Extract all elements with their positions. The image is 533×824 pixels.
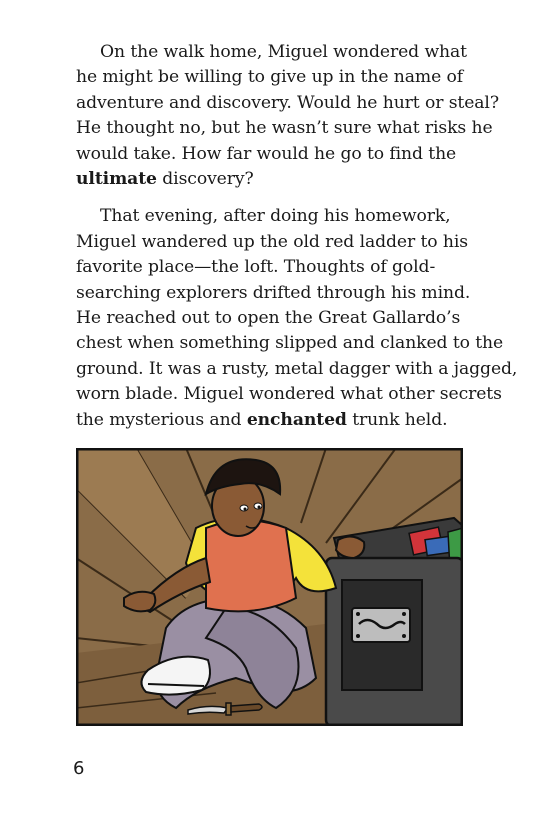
text-line: would take. How far would he go to find the xyxy=(76,143,457,164)
hand xyxy=(124,592,155,612)
vest xyxy=(206,521,296,612)
text-line: searching explorers drifted through his mind. xyxy=(76,282,471,303)
hand-on-trunk xyxy=(336,536,364,558)
story-text xyxy=(76,40,518,433)
text-line: worn blade. Miguel wondered what other secrets xyxy=(76,384,502,405)
text-line: He thought no, but he wasn’t sure what risks he xyxy=(76,118,493,139)
paragraph-1 xyxy=(76,40,499,192)
trunk-rivet xyxy=(356,634,360,638)
story-illustration xyxy=(76,448,463,726)
trunk-lock-plate xyxy=(352,608,410,642)
pupil xyxy=(244,508,247,511)
text-line: He reached out to open the Great Gallardo’s xyxy=(76,308,461,329)
vocabulary-word-ultimate: ultimate xyxy=(76,169,157,190)
page-number: 6 xyxy=(73,758,85,779)
text-line: Miguel wandered up the old red ladder to his xyxy=(76,231,468,252)
trunk-rivet xyxy=(402,612,406,616)
trunk-rivet xyxy=(402,634,406,638)
text-line: favorite place—the loft. Thoughts of gold- xyxy=(76,257,436,278)
text-fragment: discovery? xyxy=(156,169,254,190)
text-line: chest when something slipped and clanked to the xyxy=(76,333,504,354)
text-line: he might be willing to give up in the name of xyxy=(76,67,464,88)
paragraph-2 xyxy=(76,204,518,433)
text-fragment: the mysterious and xyxy=(76,409,247,430)
pupil xyxy=(258,506,261,509)
text-line: adventure and discovery. Would he hurt or steal? xyxy=(76,92,499,113)
text-line xyxy=(76,408,476,433)
text-line xyxy=(76,167,476,192)
trunk-rivet xyxy=(356,612,360,616)
trunk-book-blue xyxy=(425,536,451,555)
text-fragment: trunk held. xyxy=(346,409,448,430)
text-line: On the walk home, Miguel wondered what xyxy=(100,42,467,62)
text-line: ground. It was a rusty, metal dagger with a jagged, xyxy=(76,358,518,379)
dagger-handle xyxy=(231,704,262,712)
text-line: That evening, after doing his homework, xyxy=(100,206,451,227)
vocabulary-word-enchanted: enchanted xyxy=(246,409,347,430)
